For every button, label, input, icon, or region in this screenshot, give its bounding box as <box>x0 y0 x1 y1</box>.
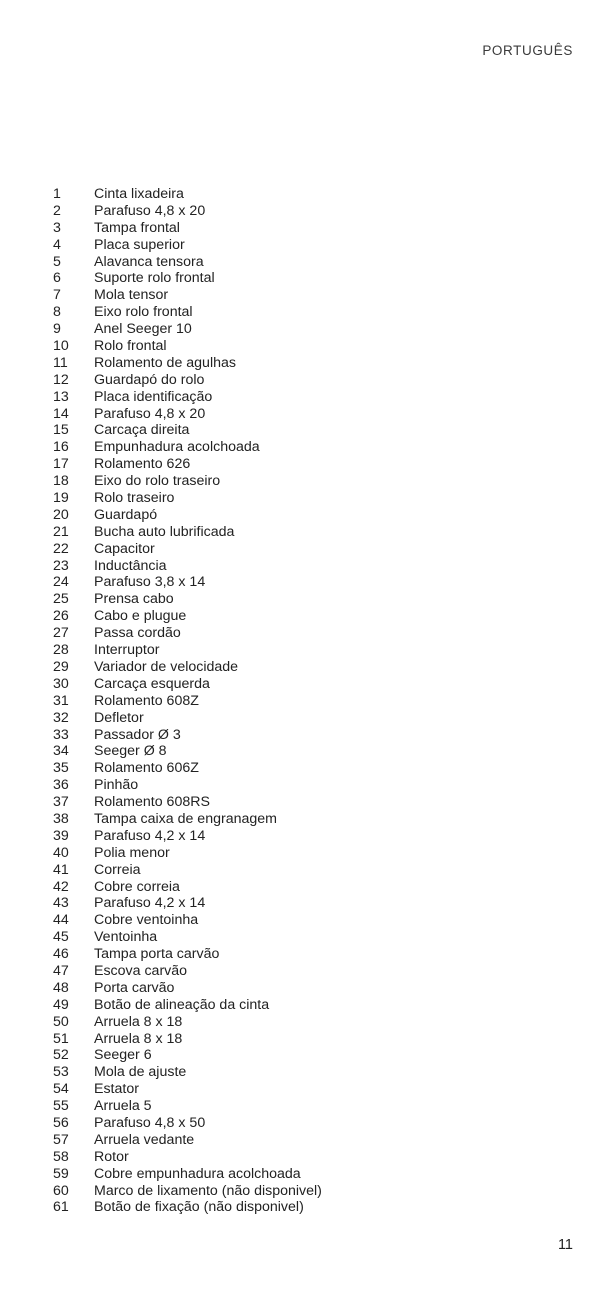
part-row <box>53 287 322 304</box>
part-row <box>53 659 322 676</box>
part-row <box>53 1149 322 1166</box>
part-row <box>53 727 322 744</box>
part-row <box>53 304 322 321</box>
part-row <box>53 693 322 710</box>
part-number: 44 <box>53 912 69 929</box>
part-row <box>53 625 322 642</box>
part-row <box>53 895 322 912</box>
part-name: Passador Ø 3 <box>94 726 181 743</box>
part-row <box>53 186 322 203</box>
part-row <box>53 1031 322 1048</box>
part-row <box>53 1098 322 1115</box>
part-name: Parafuso 4,2 x 14 <box>94 895 206 912</box>
part-name: Suporte rolo frontal <box>94 270 215 287</box>
part-name: Empunhadura acolchoada <box>94 439 260 456</box>
part-row <box>53 473 322 490</box>
part-number: 23 <box>53 557 69 574</box>
part-name: Parafuso 4,2 x 14 <box>94 827 206 844</box>
part-number: 22 <box>53 540 69 557</box>
part-row <box>53 642 322 659</box>
part-row <box>53 946 322 963</box>
part-name: Rotor <box>94 1148 129 1165</box>
page-number: 11 <box>557 1237 573 1253</box>
part-row <box>53 879 322 896</box>
part-number: 34 <box>53 743 69 760</box>
part-name: Mola de ajuste <box>94 1064 187 1081</box>
part-row <box>53 929 322 946</box>
part-number: 26 <box>53 608 69 625</box>
part-name: Cinta lixadeira <box>94 186 184 202</box>
part-number: 36 <box>53 777 69 794</box>
part-name: Prensa cabo <box>94 591 174 608</box>
part-row <box>53 524 322 541</box>
part-row <box>53 811 322 828</box>
part-row <box>53 794 322 811</box>
part-number: 7 <box>53 287 61 304</box>
part-number: 31 <box>53 692 69 709</box>
part-name: Cobre correia <box>94 878 180 895</box>
part-row <box>53 777 322 794</box>
part-number: 8 <box>53 304 61 321</box>
part-name: Arruela vedante <box>94 1131 195 1148</box>
part-name: Rolamento 626 <box>94 456 191 473</box>
part-name: Guardapó <box>94 506 158 523</box>
part-row <box>53 1166 322 1183</box>
part-row <box>53 541 322 558</box>
part-number: 53 <box>53 1064 69 1081</box>
part-name: Carcaça esquerda <box>94 675 210 692</box>
part-number: 28 <box>53 642 69 659</box>
part-number: 9 <box>53 321 61 338</box>
part-name: Botão de alineação da cinta <box>94 996 270 1013</box>
part-number: 6 <box>53 270 61 287</box>
part-number: 27 <box>53 625 69 642</box>
part-number: 13 <box>53 388 69 405</box>
part-number: 55 <box>53 1098 69 1115</box>
part-number: 33 <box>53 726 69 743</box>
part-number: 61 <box>53 1199 69 1216</box>
part-name: Ventoinha <box>94 929 158 946</box>
part-name: Estator <box>94 1081 139 1098</box>
part-row <box>53 1047 322 1064</box>
part-name: Placa superior <box>94 236 185 253</box>
part-name: Arruela 8 x 18 <box>94 1013 183 1030</box>
part-name: Alavanca tensora <box>94 253 204 270</box>
part-number: 41 <box>53 861 69 878</box>
parts-list <box>53 186 322 1216</box>
part-row <box>53 422 322 439</box>
part-name: Cobre empunhadura acolchoada <box>94 1165 301 1182</box>
part-number: 60 <box>53 1182 69 1199</box>
part-number: 11 <box>53 354 68 371</box>
part-number: 48 <box>53 979 69 996</box>
part-number: 51 <box>53 1030 69 1047</box>
part-name: Rolamento 606Z <box>94 760 199 777</box>
part-number: 3 <box>53 219 61 236</box>
part-row <box>53 355 322 372</box>
part-row <box>53 389 322 406</box>
part-number: 47 <box>53 962 69 979</box>
part-name: Passa cordão <box>94 625 181 642</box>
part-number: 14 <box>53 405 69 422</box>
part-row <box>53 676 322 693</box>
part-number: 18 <box>53 473 69 490</box>
part-name: Rolo traseiro <box>94 490 175 507</box>
part-number: 50 <box>53 1013 69 1030</box>
part-number: 25 <box>53 591 69 608</box>
part-name: Defletor <box>94 709 144 726</box>
part-number: 1 <box>53 186 61 202</box>
part-row <box>53 456 322 473</box>
part-number: 16 <box>53 439 69 456</box>
part-row <box>53 1115 322 1132</box>
page-header-language: PORTUGUÊS <box>482 43 573 58</box>
part-name: Pinhão <box>94 777 139 794</box>
part-row <box>53 574 322 591</box>
part-number: 49 <box>53 996 69 1013</box>
part-name: Parafuso 4,8 x 50 <box>94 1114 206 1131</box>
part-number: 19 <box>53 490 69 507</box>
part-number: 46 <box>53 946 69 963</box>
part-name: Eixo do rolo traseiro <box>94 473 221 490</box>
part-name: Parafuso 4,8 x 20 <box>94 405 206 422</box>
part-number: 20 <box>53 506 69 523</box>
part-row <box>53 608 322 625</box>
part-row <box>53 372 322 389</box>
part-name: Seeger Ø 8 <box>94 743 167 760</box>
part-name: Guardapó do rolo <box>94 371 205 388</box>
part-number: 45 <box>53 929 69 946</box>
part-row <box>53 1064 322 1081</box>
part-name: Interruptor <box>94 642 160 659</box>
part-row <box>53 1132 322 1149</box>
part-name: Cobre ventoinha <box>94 912 199 929</box>
part-name: Inductância <box>94 557 167 574</box>
part-number: 15 <box>53 422 69 439</box>
part-row <box>53 270 322 287</box>
part-number: 17 <box>53 456 69 473</box>
part-row <box>53 220 322 237</box>
part-name: Rolamento 608RS <box>94 794 210 811</box>
part-number: 42 <box>53 878 69 895</box>
part-number: 54 <box>53 1081 69 1098</box>
part-number: 39 <box>53 827 69 844</box>
part-row <box>53 862 322 879</box>
part-row <box>53 338 322 355</box>
part-number: 5 <box>53 253 61 270</box>
part-row <box>53 203 322 220</box>
part-name: Marco de lixamento (não disponivel) <box>94 1182 322 1199</box>
part-number: 58 <box>53 1148 69 1165</box>
part-row <box>53 507 322 524</box>
part-row <box>53 558 322 575</box>
part-row <box>53 710 322 727</box>
part-name: Porta carvão <box>94 979 175 996</box>
part-row <box>53 1014 322 1031</box>
part-row <box>53 963 322 980</box>
part-number: 10 <box>53 338 69 355</box>
part-number: 40 <box>53 844 69 861</box>
part-row <box>53 845 322 862</box>
part-number: 29 <box>53 658 69 675</box>
part-row <box>53 1199 322 1216</box>
part-row <box>53 490 322 507</box>
part-name: Polia menor <box>94 844 170 861</box>
part-number: 21 <box>53 523 69 540</box>
part-row <box>53 980 322 997</box>
part-row <box>53 237 322 254</box>
part-name: Eixo rolo frontal <box>94 304 193 321</box>
part-number: 35 <box>53 760 69 777</box>
part-name: Correia <box>94 861 141 878</box>
part-row <box>53 439 322 456</box>
part-name: Rolo frontal <box>94 338 167 355</box>
part-name: Arruela 8 x 18 <box>94 1030 183 1047</box>
part-row <box>53 591 322 608</box>
part-row <box>53 743 322 760</box>
part-row <box>53 760 322 777</box>
part-name: Seeger 6 <box>94 1047 152 1064</box>
part-name: Cabo e plugue <box>94 608 187 625</box>
part-row <box>53 406 322 423</box>
part-number: 37 <box>53 794 69 811</box>
part-number: 57 <box>53 1131 69 1148</box>
part-row <box>53 1081 322 1098</box>
part-row <box>53 254 322 271</box>
part-name: Parafuso 3,8 x 14 <box>94 574 206 591</box>
part-name: Parafuso 4,8 x 20 <box>94 202 206 219</box>
part-number: 59 <box>53 1165 69 1182</box>
part-row <box>53 1183 322 1200</box>
part-number: 4 <box>53 236 61 253</box>
part-row <box>53 912 322 929</box>
part-number: 43 <box>53 895 69 912</box>
part-row <box>53 321 322 338</box>
part-number: 2 <box>53 202 61 219</box>
part-number: 32 <box>53 709 69 726</box>
part-number: 38 <box>53 810 69 827</box>
part-number: 56 <box>53 1114 69 1131</box>
part-number: 30 <box>53 675 69 692</box>
part-name: Bucha auto lubrificada <box>94 523 235 540</box>
part-name: Tampa porta carvão <box>94 946 220 963</box>
part-row <box>53 828 322 845</box>
part-row <box>53 997 322 1014</box>
part-name: Botão de fixação (não disponivel) <box>94 1199 304 1216</box>
part-name: Carcaça direita <box>94 422 190 439</box>
part-name: Escova carvão <box>94 962 188 979</box>
part-name: Mola tensor <box>94 287 169 304</box>
part-name: Tampa frontal <box>94 219 180 236</box>
part-number: 12 <box>53 371 69 388</box>
part-name: Capacitor <box>94 540 155 557</box>
part-name: Arruela 5 <box>94 1098 152 1115</box>
part-name: Rolamento de agulhas <box>94 354 236 371</box>
part-name: Rolamento 608Z <box>94 692 199 709</box>
part-name: Tampa caixa de engranagem <box>94 810 277 827</box>
part-number: 24 <box>53 574 69 591</box>
part-name: Variador de velocidade <box>94 658 239 675</box>
part-name: Anel Seeger 10 <box>94 321 192 338</box>
part-number: 52 <box>53 1047 69 1064</box>
part-name: Placa identificação <box>94 388 213 405</box>
